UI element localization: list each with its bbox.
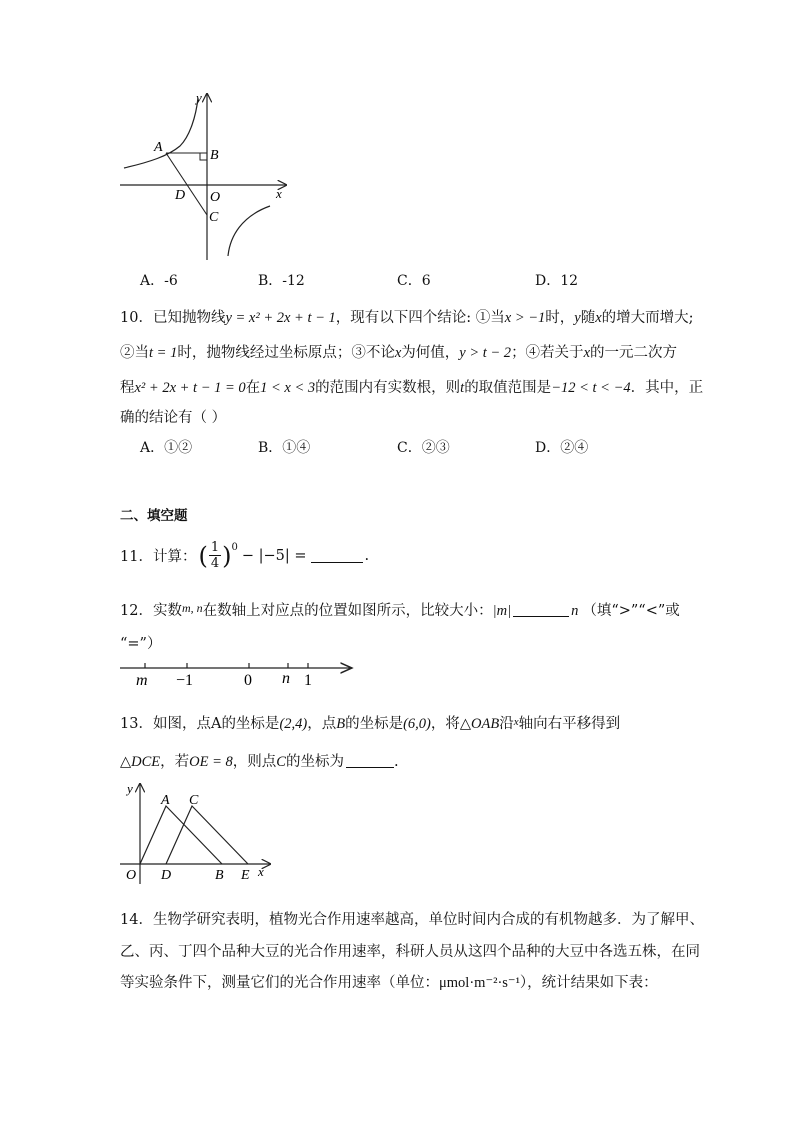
q10-text: 随	[580, 310, 596, 326]
q13-text: 的坐标是	[345, 716, 404, 732]
q10-var-x: x	[595, 310, 602, 326]
label-n: n	[282, 670, 290, 687]
q10-line-3	[120, 376, 703, 397]
q10-line-4: 确的结论有（ ）	[120, 410, 227, 426]
q10-text: ；④若关于	[511, 345, 584, 361]
q13-triangle-dce: DCE	[131, 754, 161, 770]
q10-line-2	[120, 341, 677, 362]
q10-var-x: x	[394, 345, 402, 361]
q13-text: ，点	[307, 716, 337, 732]
q9-option-d[interactable]: D．12	[535, 273, 579, 289]
label-x: x	[258, 864, 264, 879]
label-e: E	[241, 868, 250, 883]
q12-abs-m: |m|	[492, 603, 512, 619]
hyperbola-branch-right	[228, 206, 270, 256]
q13-answer-blank[interactable]	[346, 753, 394, 768]
q12-text: 在数轴上对应点的位置如图所示，比较大小：	[202, 603, 493, 619]
label-x: x	[276, 186, 282, 201]
q13-text: ，若	[160, 754, 190, 770]
q10-var-x: x	[583, 345, 590, 361]
q11-fraction	[209, 540, 221, 571]
q14-line-1: 14．生物学研究表明，植物光合作用速率越高，单位时间内合成的有机物越多．为了解甲、	[120, 912, 704, 928]
triangle-oab	[140, 806, 222, 864]
q11-text: 11．计算：	[120, 549, 197, 565]
q13-oe: OE = 8	[189, 754, 233, 770]
q11-expression: − |−5| =	[241, 547, 307, 564]
label-c: C	[209, 210, 219, 225]
q14-text: ），统计结果如下表：	[519, 975, 658, 991]
q10-text: 程	[120, 380, 135, 396]
q13-text: 的坐标为	[285, 754, 344, 770]
q13-line-2	[120, 750, 399, 771]
q12-answer-blank[interactable]	[513, 602, 569, 617]
q10-var-y: y	[574, 310, 581, 326]
q10-text: 的一元二次方	[590, 345, 677, 361]
q12-line-2: “=”）	[120, 636, 162, 652]
q10-t-range: −12 < t < −4	[551, 380, 631, 396]
segment-ac	[166, 153, 207, 215]
q13-triangle-oab: OAB	[471, 716, 500, 732]
q11-numerator: 1	[210, 540, 220, 555]
triangle-dce	[166, 806, 248, 864]
section-title: 二、填空题	[120, 508, 188, 524]
q10-option-c[interactable]: C．②③	[397, 440, 450, 456]
q10-option-a[interactable]: A．①②	[140, 440, 193, 456]
label-o: O	[210, 190, 221, 205]
q11-fraction-paren: ( $\frac{1}{4}$ )	[198, 540, 232, 571]
q10-text: 的范围内有实数根，则	[315, 380, 461, 396]
q10-equation: y = x² + 2x + t − 1	[225, 310, 336, 326]
label-neg1: −1	[176, 672, 194, 689]
q9-option-a[interactable]: A．-6	[140, 273, 178, 289]
q13-text: ，将△	[430, 716, 472, 732]
q13-figure	[118, 778, 278, 886]
q10-text: ，现有以下四个结论: ①当	[335, 310, 505, 326]
q10-t-value: t = 1	[149, 345, 178, 361]
q9-figure	[110, 88, 300, 263]
q13-text: ，则点	[232, 754, 277, 770]
q11-answer-blank[interactable]	[311, 548, 363, 563]
label-d: D	[161, 868, 172, 883]
q10-text: 为何值，	[401, 345, 460, 361]
q12-number-line	[118, 658, 358, 690]
q13-point-b: B	[336, 716, 346, 732]
q14-unit: μmol·m⁻²·s⁻¹	[439, 975, 520, 991]
q9-option-c[interactable]: C．6	[397, 273, 431, 289]
label-d: D	[175, 188, 186, 203]
q13-var-x: x	[513, 716, 519, 728]
right-angle-marker	[200, 153, 207, 160]
q13-point-a: A	[210, 716, 222, 732]
label-one: 1	[304, 672, 312, 689]
q10-text: 10．已知抛物线	[120, 310, 226, 326]
label-y: y	[127, 781, 133, 796]
q13-b-coord: (6,0)	[403, 716, 431, 732]
label-c: C	[189, 793, 199, 808]
q12-var-n: n	[571, 603, 579, 619]
q10-condition: x > −1	[504, 310, 546, 326]
label-b: B	[215, 868, 224, 883]
q11-line	[120, 540, 369, 571]
q10-text: ②当	[120, 345, 149, 361]
q14-line-2: 乙、丙、丁四个品种大豆的光合作用速率，科研人员从这四个品种的大豆中各选五株，在同	[120, 944, 700, 960]
q10-inequality: y > t − 2	[459, 345, 512, 361]
label-zero: 0	[244, 672, 252, 689]
q11-denominator: 4	[210, 556, 220, 571]
q10-option-d[interactable]: D．②④	[535, 440, 589, 456]
q13-point-c: C	[276, 754, 286, 770]
q10-text: 时，抛物线经过坐标原点；③不论	[177, 345, 395, 361]
q13-text: 轴向右平移得到	[518, 716, 621, 732]
q13-text: △	[120, 754, 132, 770]
q13-end: .	[393, 754, 399, 770]
q12-text: 12．实数	[120, 603, 182, 619]
q12-text: （填“>”“<”或	[582, 603, 680, 619]
label-b: B	[210, 148, 219, 163]
q13-line-1	[120, 712, 620, 733]
q10-text: 的增大而增大;	[601, 310, 694, 326]
q12-vars: m, n	[181, 601, 203, 615]
q9-option-b[interactable]: B．-12	[258, 273, 305, 289]
q10-equation-2: x² + 2x + t − 1 = 0	[134, 380, 246, 396]
q13-text: 13．如图，点	[120, 716, 211, 732]
label-o: O	[126, 868, 137, 883]
label-a: A	[161, 793, 170, 808]
q13-a-coord: (2,4)	[279, 716, 308, 732]
q10-text: 在	[245, 380, 261, 396]
q13-text: 的坐标是	[221, 716, 280, 732]
q13-text: 沿	[499, 716, 514, 732]
q10-text: 的取值范围是	[464, 380, 552, 396]
hyperbola-branch-left	[124, 98, 198, 168]
label-m: m	[136, 672, 148, 689]
q10-range: 1 < x < 3	[260, 380, 316, 396]
q14-line-3	[120, 971, 658, 992]
q14-text: 等实验条件下，测量它们的光合作用速率（单位：	[120, 975, 439, 991]
q10-line-1	[120, 306, 694, 327]
q10-option-b[interactable]: B．①④	[258, 440, 311, 456]
label-a: A	[154, 140, 163, 155]
q10-text: ．其中，正	[630, 380, 704, 396]
q10-var-t: t	[460, 380, 465, 396]
q10-text: 时，	[545, 310, 575, 326]
q11-exponent: 0	[231, 542, 238, 553]
q12-line-1	[120, 599, 680, 620]
q11-end: .	[364, 547, 370, 564]
label-y: y	[196, 90, 202, 105]
